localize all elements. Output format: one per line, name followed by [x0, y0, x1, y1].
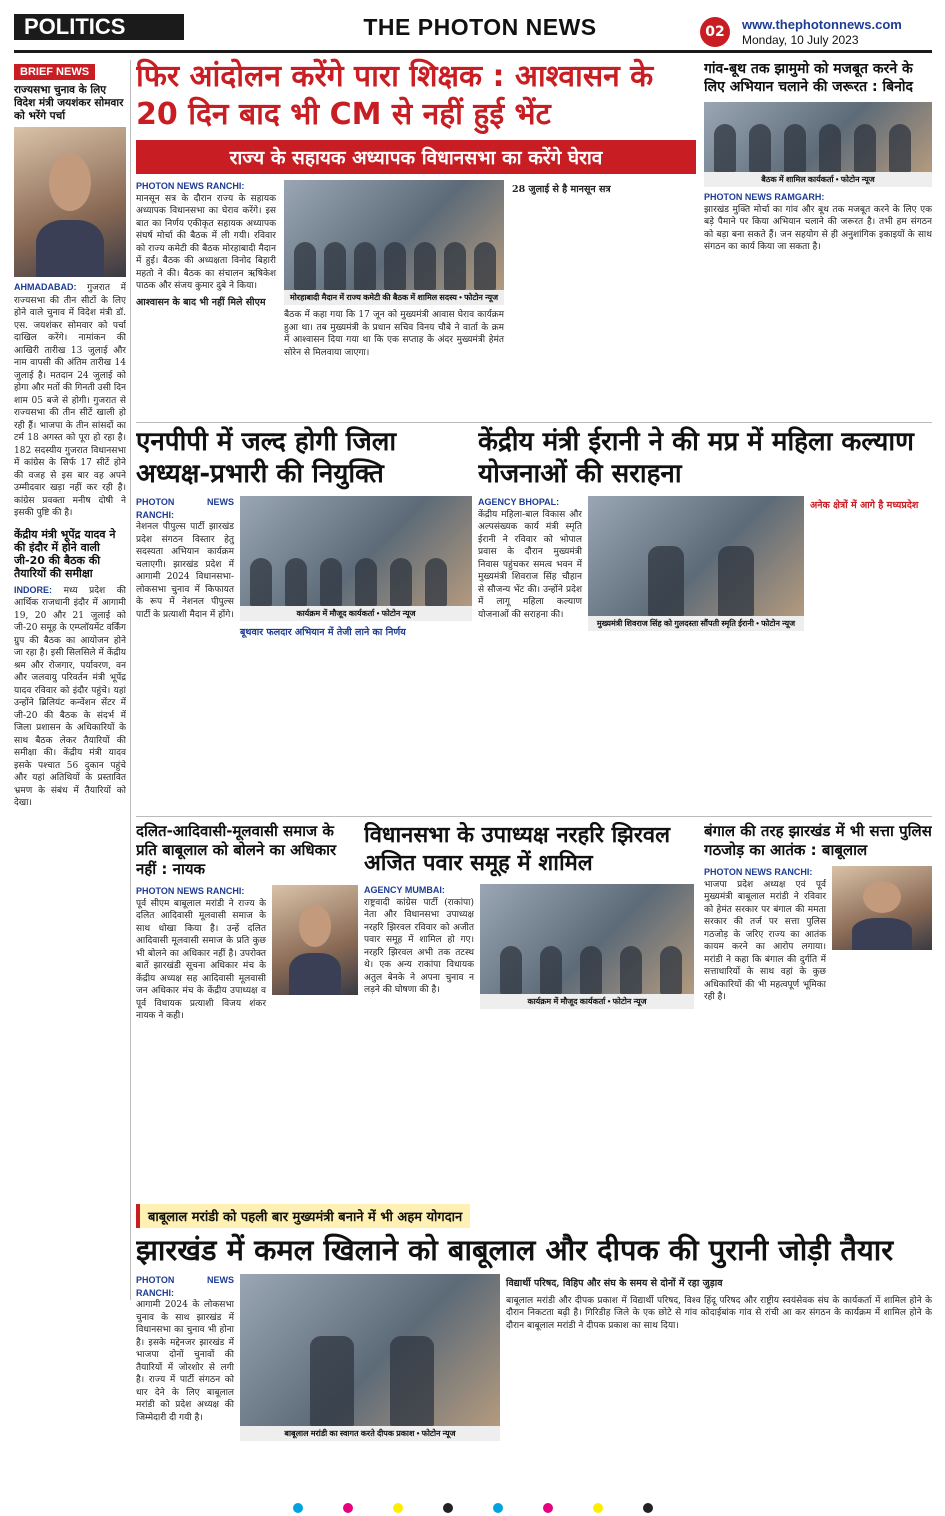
npp-body: नेशनल पीपुल्स पार्टी झारखंड प्रदेश संगठन विस्तार हेतु सदस्यता अभियान कार्यक्रम चलाएगी। झारखंड प्रदेश में आगामी 2024 विधानसभा-लोकसभा चुनाव में किफायत के रूप में नेशनल पीपुल्स पार्टी के प्रत्याशी मैदान में होंगे। [136, 522, 234, 620]
irani-subhead: अनेक क्षेत्रों में आगे है मध्यप्रदेश [810, 500, 919, 511]
bottom-body-2: बाबूलाल मरांडी और दीपक प्रकाश में विद्यार्थी परिषद, विश्व हिंदू परिषद और राष्ट्रीय स्वयंसेवक संघ के कार्यकर्ता में शामिल होने के दौरान निकटता बढ़ी है। गिरिडीह जिले के एक छोटे से गांव कोदाईबांक गांव से रांची आ कर संगठन के कार्यक्रम में शामिल होने के दौरान बाबूलाल मरांडी ने दीपक प्रकाश का साथ दिया। [506, 1295, 932, 1331]
bottom-kicker: बाबूलाल मरांडी को पहली बार मुख्यमंत्री बनाने में भी अहम योगदान [136, 1204, 470, 1228]
irani-photo [588, 496, 804, 616]
page-number: 02 [700, 17, 730, 47]
npp-dateline: PHOTON NEWS RANCHI: [136, 497, 234, 520]
npp-subhead: बूथवार फलदार अभियान में तेजी लाने का निर्णय [240, 627, 406, 638]
lead-body-2: बैठक में कहा गया कि 17 जून को मुख्यमंत्री आवास घेराव कार्यक्रम हुआ था। तब मुख्यमंत्री के प्रधान सचिव विनय चौबे ने वार्ता के क्रम में आश्वासन दिया गया था कि एक सप्ताह के अंदर मुख्यमंत्री हेमंत सोरेन से मिलवाया जाएगा। [284, 310, 504, 358]
bottom-body: आगामी 2024 के लोकसभा चुनाव के साथ झारखंड में विधानसभा का चुनाव भी होना है। इसके मद्देनजर झारखंड में भाजपा दोनों चुनावों की तैयारियों में जोरशोर से लगी है। राज्य में पार्टी संगठन को धार देने के लिए बाबूलाल मरांडी को प्रदेश अध्यक्ष की जिम्मेदारी दी गयी है। [136, 1300, 234, 1423]
bottom-subhead: विद्यार्थी परिषद, विहिप और संघ के समय से दोनों में रहा जुड़ाव [506, 1278, 723, 1289]
npp-photo-block [240, 496, 472, 642]
irani-headline: केंद्रीय मंत्री ईरानी ने की मप्र में महिला कल्याण योजनाओं की सराहना [478, 427, 914, 489]
jmm-headline: गांव-बूथ तक झामुमो को मजबूत करने के लिए अभियान चलाने की जरूरत : बिनोद [704, 61, 913, 95]
jmm-story [704, 60, 932, 420]
irani-story [478, 426, 932, 814]
brief-body-text: गुजरात में राज्यसभा की तीन सीटों के लिए होने वाले चुनाव में विदेश मंत्री डॉ. एस. जयशंकर सोमवार को पर्चा दाखिल करेंगे। नामांकन की आखिरी तारीख 13 जुलाई और नाम वापसी की अंतिम तारीख 14 जुलाई है। मतदान 24 जुलाई को होगा और मतों की गिनती उसी दिन शाम 05 बजे से होगी। गुजरात से राज्यसभा की तीन सीटें खाली हो रही हैं। भाजपा के तीन सांसदों का टर्म 18 अगस्त को पूरा हो रहा है। 182 सदस्यीय गुजरात विधानसभा में कांग्रेस के सिर्फ 17 सीटें होने की वजह से इस बार वह अपने उम्मीदवार खड़ा नहीं कर रही है। कांग्रेस प्रवक्ता मनीष दोषी ने इसकी पुष्टि की है। [14, 283, 126, 518]
lead-subhead-2: 28 जुलाई से है मानसून सत्र [512, 184, 611, 195]
lead-body: मानसून सत्र के दौरान राज्य के सहायक अध्यापक विधानसभा का घेराव करेंगे। इस बात का निर्णय एकीकृत सहायक अध्यापक संघर्ष मोर्चा की बैठक में ली गयी। रविवार को राज्य कमेटी की बैठक मोरहाबादी मैदान में हुई। बैठक की अध्यक्षता विनोद बिहारी महतो ने की। बैठक का संचालन ऋषिकेश पाठक और संजय कुमार दुबे ने किया। [136, 193, 276, 291]
jaishankar-photo [14, 127, 126, 277]
jmm-dateline: PHOTON NEWS RAMGARH: [704, 192, 825, 202]
brief-dateline: AHMADABAD: [14, 282, 77, 292]
irani-photo-block [588, 496, 804, 631]
bengal-story [704, 822, 932, 1200]
header-rule [14, 50, 932, 53]
bottom-caption: बाबूलाल मरांडी का स्वागत करते दीपक प्रकाश • फोटोन न्यूज [240, 1426, 500, 1441]
lead-subhead: आश्वासन के बाद भी नहीं मिले सीएम [136, 296, 266, 308]
lead-photo [284, 180, 504, 290]
narhari-story [364, 822, 694, 1200]
narhari-body: राष्ट्रवादी कांग्रेस पार्टी (राकांपा) नेता और विधानसभा उपाध्यक्ष नरहरि झिरवल रविवार को अजीत पवार समूह में शामिल हो गए। नरहरि झिरवल अभी तक तटस्थ थे। एक अन्य राकांपा विधायक अतुल बेनके ने अपना चुनाव न लड़ने की घोषणा की है। [364, 897, 474, 995]
bottom-story [136, 1204, 932, 1496]
babulal-photo [832, 866, 932, 950]
bengal-body: भाजपा प्रदेश अध्यक्ष एवं पूर्व मुख्यमंत्री बाबूलाल मरांडी ने रविवार को हेमंत सरकार पर बंगाल की ममता सरकार की तर्ज पर सत्ता पुलिस गठजोड़ के जरिए राज्य का आतंक कायम करने का आरोप लगाया। मरांडी ने कहा कि बंगाल की दुर्गति में सत्ताधारियों के साथ वहां के कुछ अधिकारियों की भी महत्वपूर्ण भूमिका रही है। [704, 879, 826, 1002]
npp-col [136, 496, 234, 642]
narhari-photo [480, 884, 694, 994]
lead-photo-block [284, 180, 504, 359]
dalit-story [136, 822, 358, 1200]
dalit-dateline: PHOTON NEWS RANCHI: [136, 886, 245, 896]
newspaper-title [340, 14, 620, 41]
irani-col [478, 496, 582, 631]
npp-caption: कार्यक्रम में मौजूद कार्यकर्ता • फोटोन न्यूज [240, 606, 472, 621]
masthead-bar [0, 0, 945, 50]
bengal-col [704, 866, 826, 1004]
brief-body-2 [14, 584, 126, 810]
newspaper-name: THE PHOTON NEWS [363, 14, 597, 40]
brief-news-tag: BRIEF NEWS [14, 64, 95, 80]
print-registration-marks [0, 1500, 945, 1516]
section-tag: POLITICS [14, 14, 184, 40]
brief-dateline-2: INDORE: [14, 584, 52, 595]
narhari-headline: विधानसभा के उपाध्यक्ष नरहरि झिरवल अजित पवार समूह में शामिल [364, 823, 671, 876]
lead-dateline: PHOTON NEWS RANCHI: [136, 181, 245, 191]
irani-col-3 [810, 496, 932, 631]
brief-body-2-text: मध्य प्रदेश की आर्थिक राजधानी इंदौर में आगामी 19, 20 और 21 जुलाई को जी-20 समूह के एम्प्लॉयमेंट वर्किंग ग्रुप की बैठक का आयोजन होने जा रहा है। इसी सिलसिले में केंद्रीय श्रम और रोजगार, पर्यावरण, वन और जलवायु परिवर्तन मंत्री भूपेंद्र यादव रविवार को इंदौर पहुंचे। यहां उन्होंने ब्रिलियंट कन्वेंशन सेंटर में जी-20 की बैठक के संदर्भ में जिला प्रशासन के अधिकारियों के साथ बैठक लेकर तैयारियों की समीक्षा की। केंद्रीय मंत्री यादव इसके पश्चात 56 दुकान पहुंचे और यहां अतिथियों के प्रस्तावित भ्रमण के संबंध में तैयारियों को देखा। [14, 585, 126, 808]
bottom-headline: झारखंड में कमल खिलाने को बाबूलाल और दीपक की पुरानी जोड़ी तैयार [136, 1233, 894, 1267]
npp-headline: एनपीपी में जल्द होगी जिला अध्यक्ष-प्रभारी की नियुक्ति [136, 427, 397, 489]
bengal-headline: बंगाल की तरह झारखंड में भी सत्ता पुलिस गठजोड़ का आतंक : बाबूलाल [704, 822, 932, 859]
lead-caption: मोरहाबादी मैदान में राज्य कमेटी की बैठक में शामिल सदस्य • फोटोन न्यूज [284, 290, 504, 305]
npp-photo [240, 496, 472, 606]
narhari-dateline: AGENCY MUMBAI: [364, 885, 445, 895]
brief-body [14, 281, 126, 520]
lead-col-3 [512, 180, 696, 359]
bottom-photo-block [240, 1274, 500, 1441]
brief-column [14, 60, 126, 1496]
lead-story [136, 58, 696, 418]
narhari-caption: कार्यक्रम में मौजूद कार्यकर्ता • फोटोन न्यूज [480, 994, 694, 1009]
dalit-headline: दलित-आदिवासी-मूलवासी समाज के प्रति बाबूलाल को बोलने का अधिकार नहीं : नायक [136, 822, 337, 878]
narhari-photo-block [480, 884, 694, 1009]
irani-dateline: AGENCY BHOPAL: [478, 497, 560, 507]
bottom-col-3 [506, 1274, 932, 1441]
website-link[interactable]: www.thephotonnews.com [742, 17, 902, 32]
lead-col-1 [136, 180, 276, 359]
column-divider [130, 60, 131, 1300]
lead-band: राज्य के सहायक अध्यापक विधानसभा का करेंगे घेराव [136, 140, 696, 174]
npp-story [136, 426, 472, 814]
irani-caption: मुख्यमंत्री शिवराज सिंह को गुलदस्ता सौंपती स्मृति ईरानी • फोटोन न्यूज [588, 616, 804, 631]
bottom-photo [240, 1274, 500, 1426]
row-divider [136, 422, 932, 423]
jmm-caption: बैठक में शामिल कार्यकर्ता • फोटोन न्यूज [704, 172, 932, 187]
jmm-photo [704, 102, 932, 172]
dalit-body: पूर्व सीएम बाबूलाल मरांडी ने राज्य के दलित आदिवासी मूलवासी समाज के साथ धोखा किया है। उन्हें दलित आदिवासी मूलवासी समाज के प्रति कुछ भी बोलने का अधिकार नहीं है। उपरोक्त बातें झारखंडी सूचना अधिकार मंच के केंद्रीय अध्यक्ष सह आदिवासी मूलवासी जन अधिकार मंच के केंद्रीय उपाध्यक्ष व पूर्व विधायक प्रत्याशी विजय शंकर नायक ने कही। [136, 898, 266, 1021]
jmm-body [704, 191, 932, 254]
brief-headline: राज्यसभा चुनाव के लिए विदेश मंत्री जयशंकर सोमवार को भरेंगे पर्चा [14, 84, 124, 122]
dalit-col [136, 885, 266, 1023]
bottom-dateline: PHOTON NEWS RANCHI: [136, 1275, 234, 1298]
row-divider-2 [136, 816, 932, 817]
nayak-photo [272, 885, 358, 995]
narhari-col [364, 884, 474, 1009]
bengal-dateline: PHOTON NEWS RANCHI: [704, 867, 813, 877]
bottom-col-1 [136, 1274, 234, 1441]
irani-body: केंद्रीय महिला-बाल विकास और अल्पसंख्यक कार्य मंत्री स्मृति ईरानी ने रविवार को भोपाल प्रवास के दौरान मुख्यमंत्री निवास पहुंचकर समत्व भवन में मुख्यमंत्री शिवराज सिंह चौहान से सौजन्य भेंट की। उन्होंने प्रदेश में लागू महिला कल्याण योजनाओं की सराहना की। [478, 509, 582, 620]
lead-headline: फिर आंदोलन करेंगे पारा शिक्षक : आश्वासन के 20 दिन बाद भी CM से नहीं हुई भेंट [136, 59, 654, 132]
brief-headline-2: केंद्रीय मंत्री भूपेंद्र यादव ने की इंदौर में होने वाली जी-20 की बैठक की तैयारियों की समीक्षा [14, 527, 116, 580]
issue-date: Monday, 10 July 2023 [742, 33, 859, 47]
jmm-body-text: झारखंड मुक्ति मोर्चा का गांव और बूथ तक मजबूत करने के लिए एक बड़े पैमाने पर किया अभियान चलाने की जरूरत है। तभी हम संगठन को बड़ा बना सकते हैं। जन सहयोग से ही अनुशांगिक इकाइयों के साथ संगठन का कार्य किया जा सकता है। [704, 204, 932, 252]
